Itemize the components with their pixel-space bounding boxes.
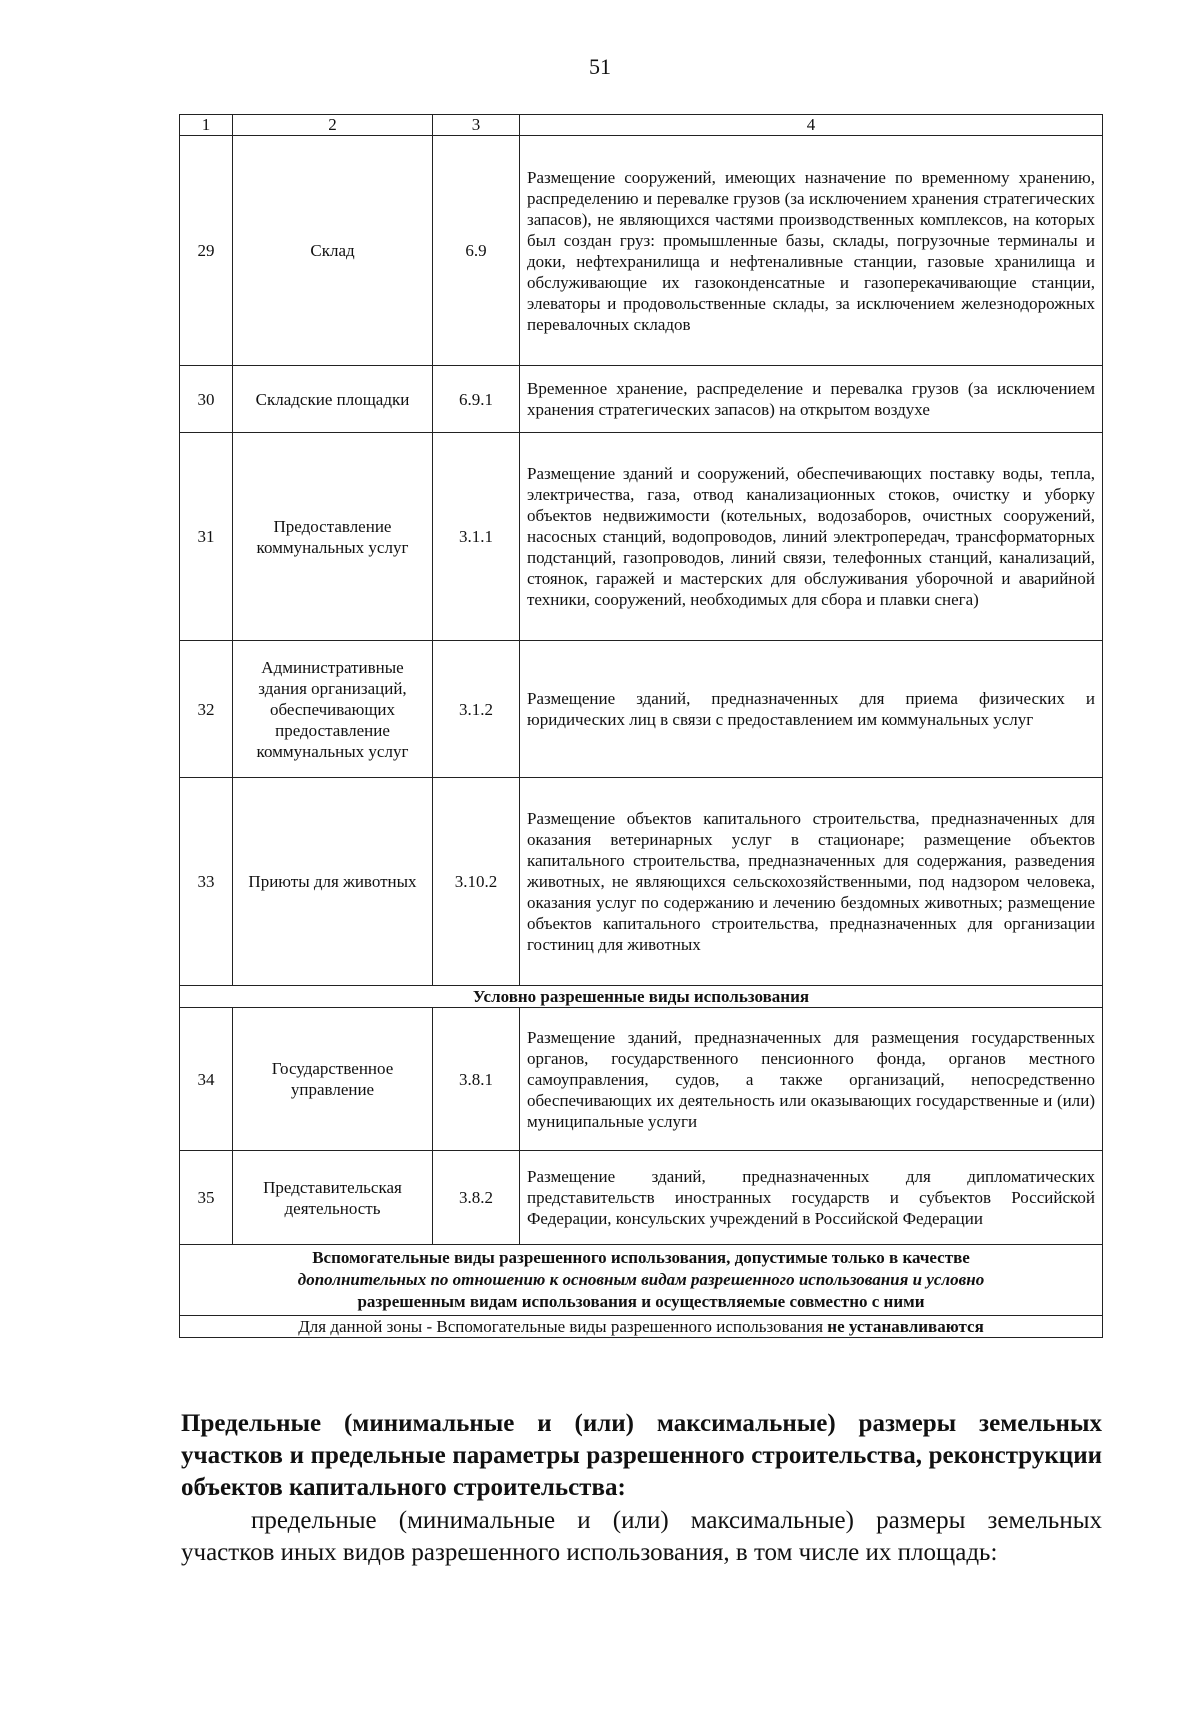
use-type-description: Размещение зданий и сооружений, обеспечивающих поставку воды, тепла, электричества, газа, отвод канализационных стоков, очистку и уборку объектов недвижимости (котельных, водозаборов, очистных сооружений, насосных станций, водопроводов, линий электропередач, трансформаторных подстанций, газопроводов, линий связи, телефонных станций, канализаций, стоянок, гаражей и мастерских для обслуживания уборочной и аварийной техники, сооружений, необходимых для сбора и плавки снега) (520, 433, 1103, 641)
zone-note (180, 1316, 1103, 1338)
use-type-name: Государственное управление (233, 1008, 433, 1151)
use-type-code: 3.1.1 (433, 433, 520, 641)
use-type-code: 3.10.2 (433, 778, 520, 986)
use-type-name: Представительская деятельность (233, 1151, 433, 1245)
section-title-conditional: Условно разрешенные виды использования (180, 986, 1103, 1008)
header-col-1: 1 (180, 115, 233, 136)
body-paragraph: предельные (минимальные и (или) максимальные) размеры земельных участков иных видов разрешенного использования, в том числе их площадь: (181, 1507, 1102, 1566)
use-type-code: 3.8.2 (433, 1151, 520, 1245)
section-heading: Предельные (минимальные и (или) максимальные) размеры земельных участков и предельные параметры разрешенного строительства, реконструкции объектов капитального строительства: (181, 1410, 1102, 1501)
use-type-description: Размещение сооружений, имеющих назначение по временному хранению, распределению и перевалке грузов (за исключением хранения стратегических запасов), не являющихся частями производственных комплексов, на которых был создан груз: промышленные базы, склады, погрузочные терминалы и доки, нефтехранилища и нефтеналивные станции, газовые хранилища и обслуживающие их газоконденсатные и газоперекачивающие станции, элеваторы и продовольственные склады, за исключением железнодорожных перевалочных складов (520, 136, 1103, 366)
zone-note-row (180, 1316, 1103, 1338)
table-row (180, 366, 1103, 433)
row-number: 32 (180, 641, 233, 778)
use-type-code: 3.8.1 (433, 1008, 520, 1151)
header-col-3: 3 (433, 115, 520, 136)
use-type-description: Размещение зданий, предназначенных для приема физических и юридических лиц в связи с предоставлением им коммунальных услуг (520, 641, 1103, 778)
use-type-code: 6.9 (433, 136, 520, 366)
zone-note-emphasis: не устанавливаются (827, 1317, 984, 1336)
auxiliary-line-2: дополнительных по отношению к основным видам разрешенного использования и условно (297, 1270, 985, 1289)
use-type-description: Размещение объектов капитального строительства, предназначенных для оказания ветеринарных услуг в стационаре; размещение объектов капитального строительства, предназначенных для содержания, разведения животных, не являющихся сельскохозяйственными, под надзором человека, оказания услуг по содержанию и лечению бездомных животных; размещение объектов капитального строительства, предназначенных для организации гостиниц для животных (520, 778, 1103, 986)
use-type-name: Административные здания организаций, обеспечивающих предоставление коммунальных услуг (233, 641, 433, 778)
header-col-4: 4 (520, 115, 1103, 136)
use-type-description: Размещение зданий, предназначенных для размещения государственных органов, государственного пенсионного фонда, органов местного самоуправления, судов, а также организаций, непосредственно обеспечивающих их деятельность или оказывающих государственные и (или) муниципальные услуги (520, 1008, 1103, 1151)
auxiliary-uses-title (180, 1245, 1103, 1316)
row-number: 34 (180, 1008, 233, 1151)
use-type-description: Размещение зданий, предназначенных для дипломатических представительств иностранных государств и субъектов Российской Федерации, консульских учреждений в Российской Федерации (520, 1151, 1103, 1245)
use-type-description: Временное хранение, распределение и перевалка грузов (за исключением хранения стратегических запасов) на открытом воздухе (520, 366, 1103, 433)
use-type-name: Склад (233, 136, 433, 366)
auxiliary-line-1: Вспомогательные виды разрешенного использования, допустимые только в качестве (312, 1248, 970, 1267)
section-row-conditional (180, 986, 1103, 1008)
row-number: 29 (180, 136, 233, 366)
use-type-code: 6.9.1 (433, 366, 520, 433)
table-row (180, 433, 1103, 641)
row-number: 30 (180, 366, 233, 433)
row-number: 33 (180, 778, 233, 986)
row-number: 31 (180, 433, 233, 641)
auxiliary-uses-row (180, 1245, 1103, 1316)
table-row (180, 641, 1103, 778)
use-type-name: Приюты для животных (233, 778, 433, 986)
auxiliary-line-3: разрешенным видам использования и осуществляемые совместно с ними (357, 1292, 925, 1311)
land-use-table (179, 114, 1103, 1338)
table-row (180, 1008, 1103, 1151)
zone-note-text: Для данной зоны - Вспомогательные виды разрешенного использования (298, 1317, 828, 1336)
table-header-row (180, 115, 1103, 136)
use-type-name: Складские площадки (233, 366, 433, 433)
use-type-name: Предоставление коммунальных услуг (233, 433, 433, 641)
row-number: 35 (180, 1151, 233, 1245)
header-col-2: 2 (233, 115, 433, 136)
use-type-code: 3.1.2 (433, 641, 520, 778)
table-row (180, 136, 1103, 366)
table-row (180, 1151, 1103, 1245)
table-row (180, 778, 1103, 986)
page-number: 51 (589, 54, 611, 79)
